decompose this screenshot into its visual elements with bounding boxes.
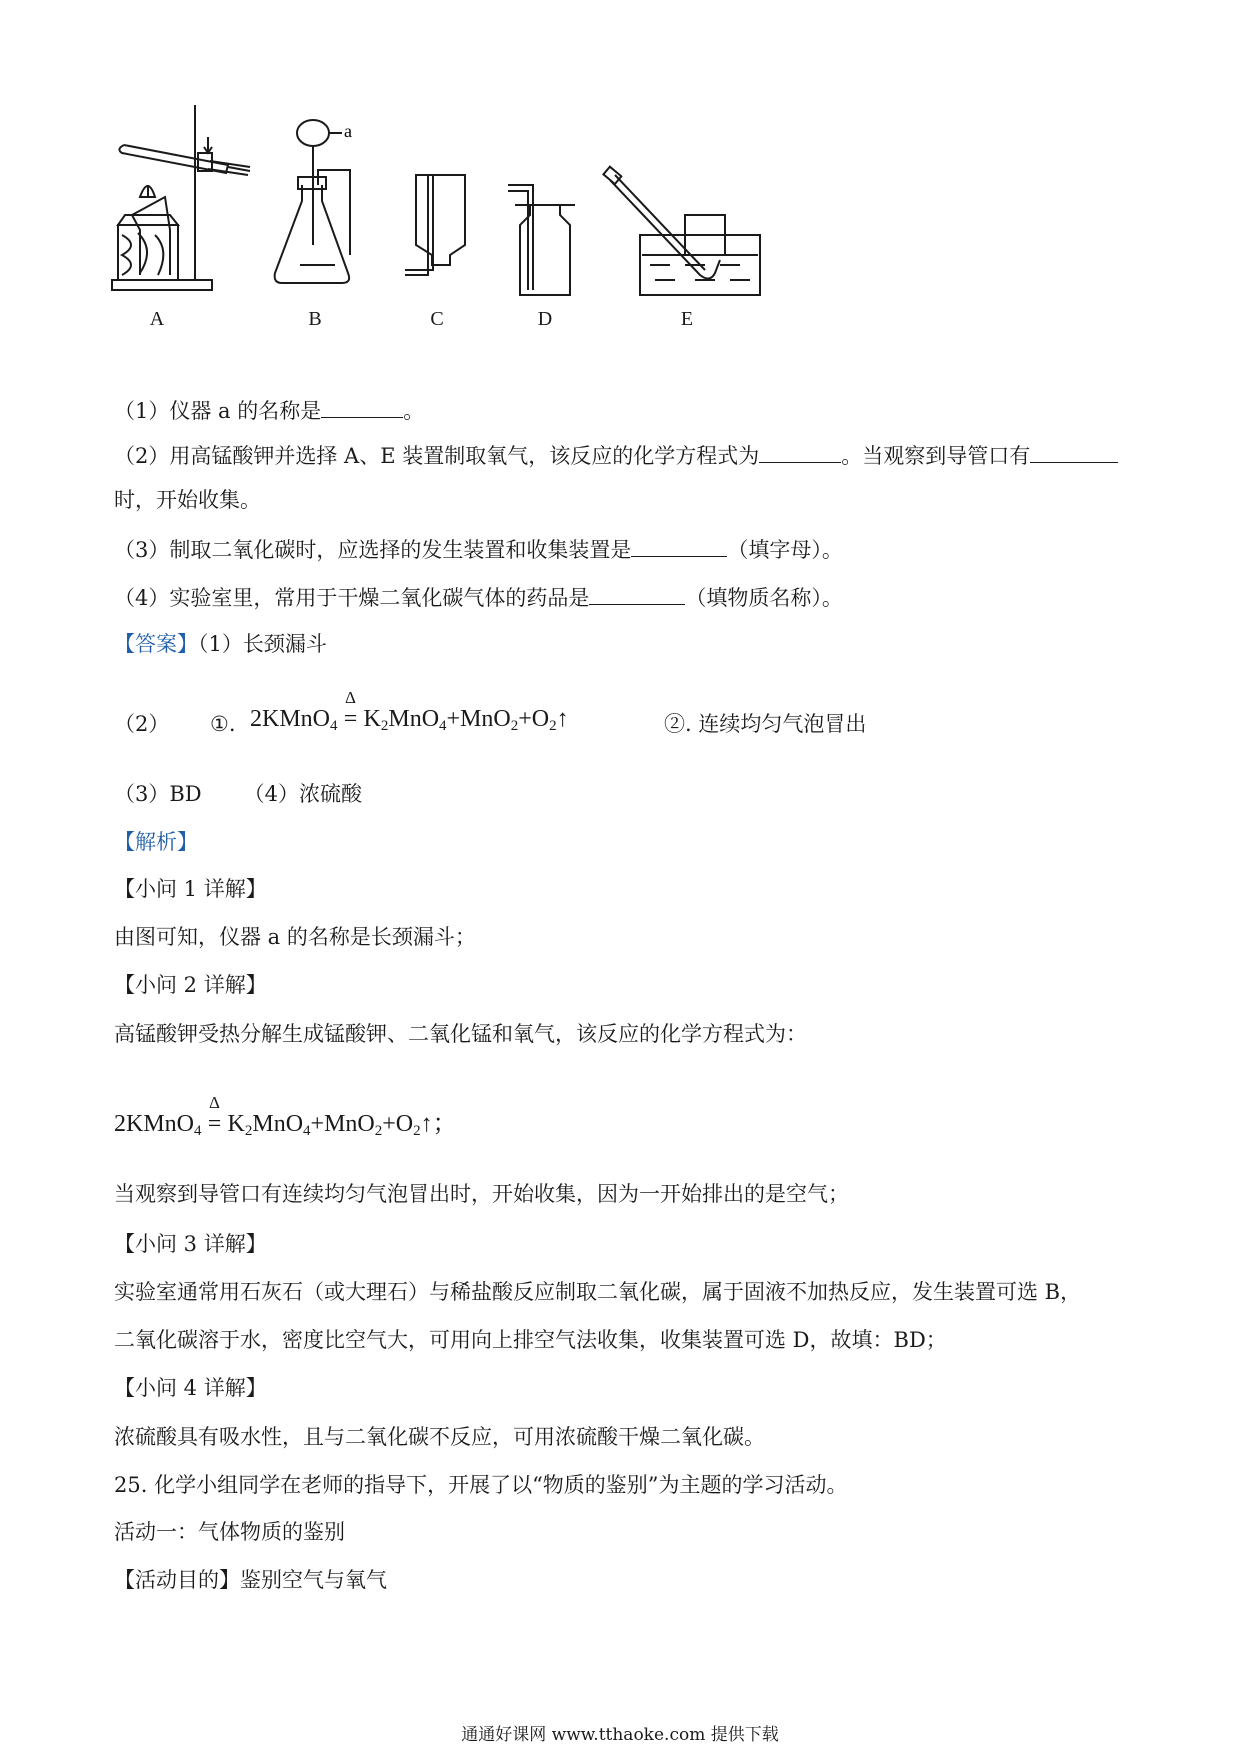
- analysis-text: 实验室通常用石灰石（或大理石）与稀盐酸反应制取二氧化碳，属于固液不加热反应，发生装置可选 B，: [114, 1280, 1082, 1304]
- answer-blank: [321, 395, 403, 418]
- analysis-tag: 【解析】: [114, 830, 198, 854]
- answer-3-4: （3）BD （4）浓硫酸: [114, 782, 363, 806]
- analysis-text: 由图可知，仪器 a 的名称是长颈漏斗；: [114, 925, 476, 949]
- activity-goal: 【活动目的】鉴别空气与氧气: [114, 1568, 387, 1592]
- analysis-text: 高锰酸钾受热分解生成锰酸钾、二氧化锰和氧气，该反应的化学方程式为：: [114, 1022, 807, 1046]
- equation-analysis: 2KMnO$_4$ Δ = $K_2MnO_4+MnO_2+O_2↑$；: [114, 1093, 457, 1139]
- answer-2-choice-2: ②. 连续均匀气泡冒出: [664, 712, 867, 736]
- answer-blank: [589, 582, 685, 605]
- analysis-text: 浓硫酸具有吸水性，且与二氧化碳不反应，可用浓硫酸干燥二氧化碳。: [114, 1425, 765, 1449]
- question-2: （2）用高锰酸钾并选择 A、E 装置制取氧气，该反应的化学方程式为 。当观察到导管口有: [114, 440, 1118, 470]
- question-1: （1）仪器 a 的名称是 。: [114, 395, 424, 425]
- analysis-text: 二氧化碳溶于水，密度比空气大，可用向上排空气法收集，收集装置可选 D，故填：BD；: [114, 1328, 947, 1352]
- answer-blank: [631, 534, 727, 557]
- section-heading: 【小问 2 详解】: [114, 973, 267, 997]
- figure-label-a: A: [149, 308, 165, 330]
- answer-blank: [1030, 440, 1118, 463]
- answer-2-num: （2）: [114, 712, 170, 736]
- apparatus-figure: [110, 105, 1150, 375]
- apparatus-d: [508, 185, 575, 295]
- question-25-title: 25. 化学小组同学在老师的指导下，开展了以“物质的鉴别”为主题的学习活动。: [114, 1473, 848, 1497]
- analysis-text: 当观察到导管口有连续均匀气泡冒出时，开始收集，因为一开始排出的是空气；: [114, 1182, 849, 1206]
- question-2-cont: 时，开始收集。: [114, 488, 261, 512]
- equation-answer: 2KMnO$_4$ Δ = $K_2MnO_4+MnO_2+O_2↑$: [250, 688, 569, 734]
- figure-label-d: D: [537, 308, 553, 330]
- section-heading: 【小问 4 详解】: [114, 1376, 267, 1400]
- activity-heading: 活动一：气体物质的鉴别: [114, 1520, 345, 1544]
- answer-1: 【答案】（1）长颈漏斗: [114, 632, 327, 656]
- figure-label-b: B: [308, 308, 322, 330]
- apparatus-b: [275, 120, 350, 283]
- figure-label-e: E: [680, 308, 694, 330]
- question-3: （3）制取二氧化碳时，应选择的发生装置和收集装置是 （填字母）。: [114, 534, 843, 564]
- apparatus-a: [112, 105, 250, 290]
- apparatus-c: [405, 175, 465, 275]
- section-heading: 【小问 1 详解】: [114, 877, 267, 901]
- question-4: （4）实验室里，常用于干燥二氧化碳气体的药品是 （填物质名称）。: [114, 582, 843, 612]
- footer: 通通好课网 www.tthaoke.com 提供下载: [461, 1725, 779, 1745]
- figure-label-c: C: [430, 308, 444, 330]
- section-heading: 【小问 3 详解】: [114, 1232, 267, 1256]
- instrument-label-a: a: [344, 121, 352, 141]
- answer-blank: [759, 440, 841, 463]
- answer-2-choice-1: ①.: [210, 712, 236, 736]
- answer-tag: 【答案】: [114, 632, 198, 656]
- apparatus-e: [603, 167, 760, 295]
